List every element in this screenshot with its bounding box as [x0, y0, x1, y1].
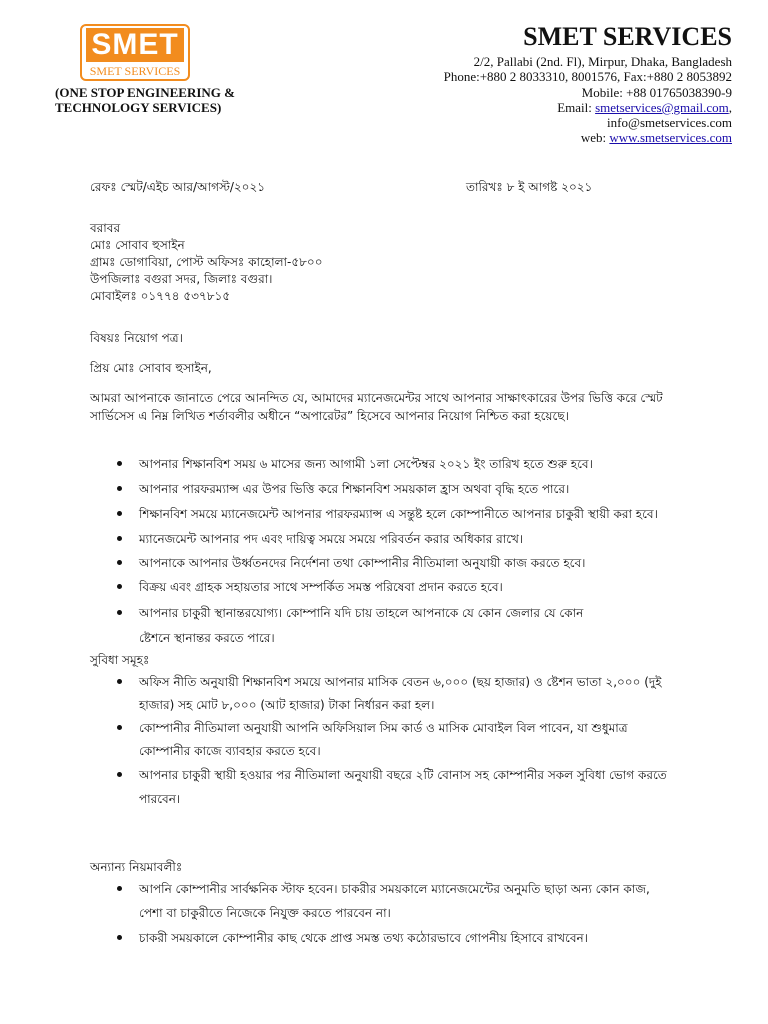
term-item: আপনার চাকুরী স্থানান্তরযোগ্য। কোম্পানি যদি চায় তাহলে আপনাকে যে কোন জেলার যে কোন	[139, 606, 584, 620]
letter-subject: বিষয়ঃ নিয়োগ পত্র।	[90, 331, 183, 345]
term-item: শিক্ষানবিশ সময়ে ম্যানেজমেন্ট আপনার পারফরম্যান্স এ সন্তুষ্ট হলে কোম্পানীতে আপনার চাকুরী স্থায়ী করা হবে।	[139, 507, 658, 521]
bullet	[117, 511, 122, 516]
term-item: আপনাকে আপনার উর্ধ্বতনদের নির্দেশনা তথা কোম্পানীর নীতিমালা অনুযায়ী কাজ করতে হবে।	[139, 556, 586, 570]
bullet	[117, 536, 122, 541]
bullet	[117, 725, 122, 730]
letter-salutation: প্রিয় মোঃ সোবাব হুসাইন,	[90, 361, 212, 375]
rule-item: চাকরী সময়কালে কোম্পানীর কাছ থেকে প্রাপ্ত সমস্ত তথ্য কঠোরভাবে গোপনীয় হিসাবে রাখবেন।	[139, 931, 588, 945]
bullet	[117, 584, 122, 589]
benefit-item-continued: হাজার) সহ মোট ৮,০০০ (আট হাজার) টাকা নির্ধারন করা হল।	[139, 698, 435, 712]
benefit-item: আপনার চাকুরী স্থায়ী হওয়ার পর নীতিমালা অনুযায়ী বছরে ২টি বোনাস সহ কোম্পানীর সকল সুবিধা ভোগ করতে	[139, 768, 667, 782]
rule-item: আপনি কোম্পানীর সার্বক্ষনিক স্টাফ হবেন। চাকরীর সময়কালে ম্যানেজমেন্টের অনুমতি ছাড়া অন্য কোন কাজ,	[139, 882, 650, 896]
bullet	[117, 560, 122, 565]
website-link[interactable]: www.smetservices.com	[609, 130, 732, 146]
company-mobile: Mobile: +88 01765038390-9	[581, 84, 732, 100]
company-email-line	[444, 100, 732, 115]
tagline-line-1: (ONE STOP ENGINEERING &	[55, 85, 235, 100]
benefit-item: অফিস নীতি অনুযায়ী শিক্ষানবিশ সময়ে আপনার মাসিক বেতন ৬,০০০ (ছয় হাজার) ও ষ্টেশন ভাতা ২,০০০ (দুই	[139, 675, 662, 689]
recipient-line: বরাবর	[90, 221, 121, 235]
logo-subtitle: SMET SERVICES	[89, 64, 181, 78]
benefit-item-continued: কোম্পানীর কাজে ব্যাবহার করতে হবে।	[139, 744, 321, 758]
company-phone: Phone:+880 2 8033310, 8001576, Fax:+880 2 8053892	[443, 69, 732, 85]
company-web-line	[444, 130, 732, 145]
benefit-item-continued: পারবেন।	[139, 792, 181, 806]
company-address: 2/2, Pallabi (2nd. Fl), Mirpur, Dhaka, Bangladesh	[473, 54, 732, 69]
term-item: ম্যানেজমেন্ট আপনার পদ এবং দায়িত্ব সময়ে সময়ে পরিবর্তন করার অধিকার রাখে।	[139, 532, 524, 546]
term-item: বিক্রয় এবং গ্রাহক সহায়তার সাথে সম্পর্কিত সমস্ত পরিষেবা প্রদান করতে হবে।	[139, 580, 503, 594]
letter-date: তারিখঃ ৮ ই আগষ্ট ২০২১	[466, 180, 593, 194]
bullet	[117, 486, 122, 491]
term-item: আপনার পারফরম্যান্স এর উপর ভিত্তি করে শিক্ষানবিশ সময়কাল হ্রাস অথবা বৃদ্ধি হতে পারে।	[139, 482, 570, 496]
bullet	[117, 886, 122, 891]
email-label: Email:	[557, 99, 596, 115]
tagline-line-2: TECHNOLOGY SERVICES)	[55, 100, 222, 115]
recipient-name: মোঃ সোবাব হুসাইন	[90, 238, 185, 252]
term-item-continued: ষ্টেশনে স্থানান্তর করতে পারে।	[139, 631, 275, 645]
web-label: web:	[580, 130, 610, 146]
bullet	[117, 679, 122, 684]
bullet	[117, 610, 122, 615]
recipient-mobile: মোবাইলঃ ০১৭৭৪ ৫৩৭৮১৫	[90, 289, 231, 303]
recipient-village: গ্রামঃ ডোগাবিয়া, পোস্ট অফিসঃ কাহোলা-৫৮০০	[90, 255, 323, 269]
company-logo	[80, 24, 190, 81]
other-rules-heading: অন্যান্য নিয়মাবলীঃ	[90, 860, 183, 874]
email-secondary: info@smetservices.com	[607, 115, 732, 131]
bullet	[117, 935, 122, 940]
company-name: SMET SERVICES	[523, 22, 732, 51]
company-contact	[444, 54, 732, 146]
recipient-district: উপজিলাঃ বগুরা সদর, জিলাঃ বগুরা।	[90, 272, 273, 286]
intro-line-1: আমরা আপনাকে জানাতে পেরে আনন্দিত যে, আমাদের ম্যানেজমেন্টর সাথে আপনার সাক্ষাৎকারের উপর ভিত্তি করে স্মেট	[90, 391, 663, 405]
rule-item-continued: পেশা বা চাকুরীতে নিজেকে নিযুক্ত করতে পারবেন না।	[139, 906, 391, 920]
term-item: আপনার শিক্ষানবিশ সময় ৬ মাসের জন্য আগামী ১লা সেপ্টেম্বর ২০২১ ইং তারিখ হতে শুরু হবে।	[139, 457, 593, 471]
bullet	[117, 772, 122, 777]
intro-line-2: সার্ভিসেস এ নিম্ন লিখিত শর্তাবলীর অধীনে “অপারেটর” হিসেবে আপনার নিয়োগ নিশ্চিত করা হয়েছে।	[90, 409, 569, 423]
benefit-item: কোম্পানীর নীতিমালা অনুযায়ী আপনি অফিসিয়াল সিম কার্ড ও মাসিক মোবাইল বিল পাবেন, যা শুধুমাত্র	[139, 721, 628, 735]
benefits-heading: সুবিধা সমূহঃ	[90, 653, 150, 667]
bullet	[117, 461, 122, 466]
email-link-primary[interactable]: smetservices@gmail.com	[595, 99, 729, 115]
logo-mark: SMET	[86, 28, 184, 62]
reference-number: রেফঃ স্মেট/এইচ আর/আগস্ট/২০২১	[90, 180, 266, 194]
company-tagline	[55, 85, 235, 115]
email-separator: ,	[728, 99, 732, 115]
